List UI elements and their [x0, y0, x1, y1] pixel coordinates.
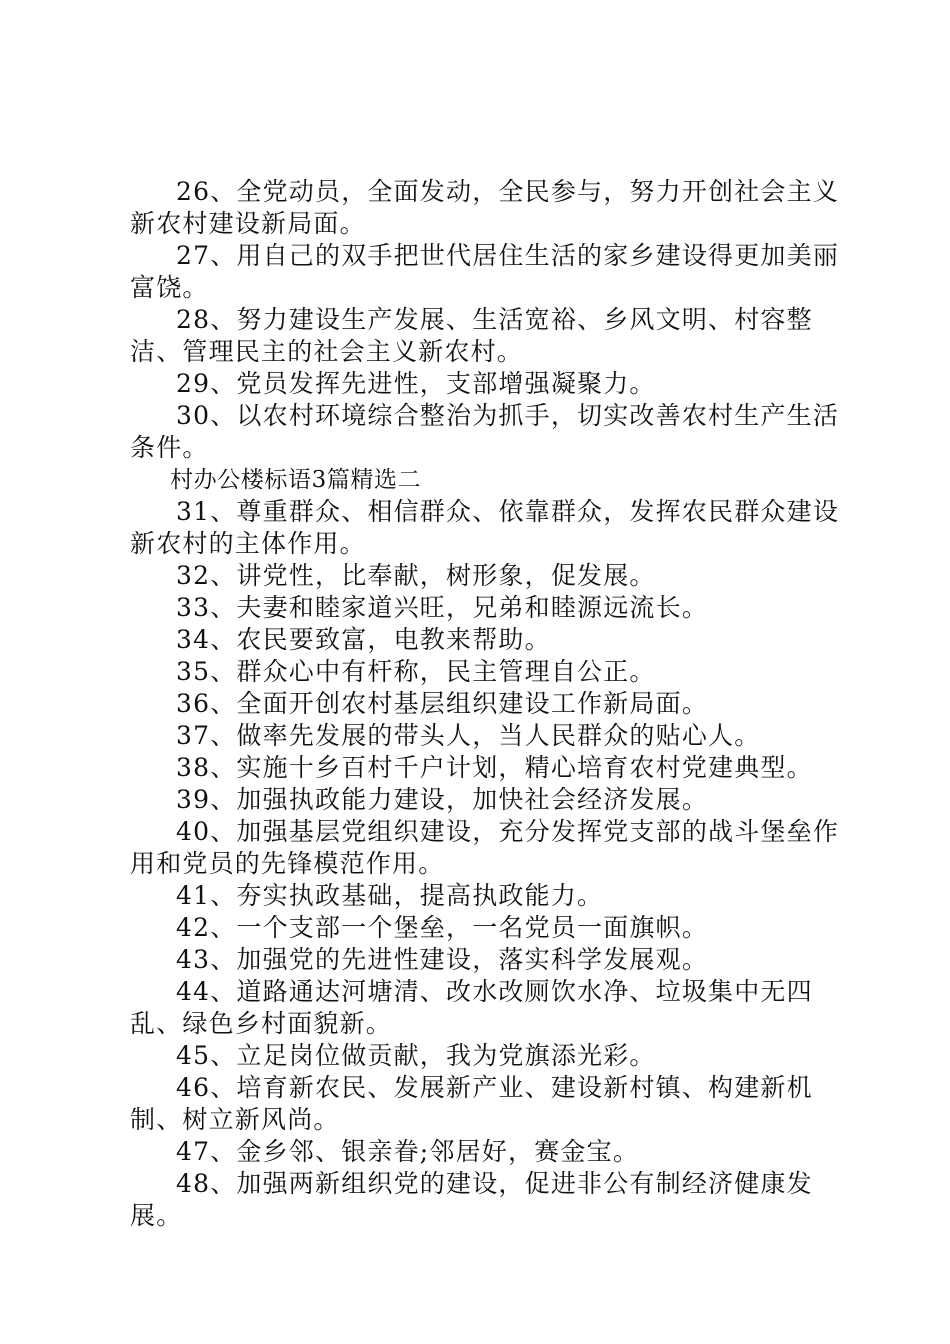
- slogan-item-34: 34、农民要致富，电教来帮助。: [176, 625, 551, 654]
- slogan-item-46: 46、培育新农民、发展新产业、建设新村镇、构建新机制、树立新风尚。: [130, 1073, 813, 1134]
- slogan-item-47: 47、金乡邻、银亲眷;邻居好，赛金宝。: [176, 1137, 640, 1166]
- slogan-item-42: 42、一个支部一个堡垒，一名党员一面旗帜。: [176, 913, 709, 942]
- document-body: [130, 176, 850, 1232]
- slogan-item-29: 29、党员发挥先进性，支部增强凝聚力。: [176, 369, 656, 398]
- slogan-item-38: 38、实施十乡百村千户计划，精心培育农村党建典型。: [176, 753, 813, 782]
- slogan-item-30: 30、以农村环境综合整治为抓手，切实改善农村生产生活条件。: [130, 401, 840, 462]
- slogan-item-37: 37、做率先发展的带头人，当人民群众的贴心人。: [176, 721, 761, 750]
- slogan-item-28: 28、努力建设生产发展、生活宽裕、乡风文明、村容整洁、管理民主的社会主义新农村。: [130, 305, 813, 366]
- slogan-item-45: 45、立足岗位做贡献，我为党旗添光彩。: [176, 1041, 656, 1070]
- slogan-item-32: 32、讲党性，比奉献，树形象，促发展。: [176, 561, 656, 590]
- slogan-item-39: 39、加强执政能力建设，加快社会经济发展。: [176, 785, 709, 814]
- section-heading: 村办公楼标语3篇精选二: [170, 467, 422, 493]
- slogan-item-44: 44、道路通达河塘清、改水改厕饮水净、垃圾集中无四乱、绿色乡村面貌新。: [130, 977, 813, 1038]
- slogan-item-35: 35、群众心中有杆称，民主管理自公正。: [176, 657, 656, 686]
- slogan-item-31: 31、尊重群众、相信群众、依靠群众，发挥农民群众建设新农村的主体作用。: [130, 497, 840, 558]
- slogan-item-36: 36、全面开创农村基层组织建设工作新局面。: [176, 689, 709, 718]
- slogan-item-41: 41、夯实执政基础，提高执政能力。: [176, 881, 604, 910]
- slogan-item-27: 27、用自己的双手把世代居住生活的家乡建设得更加美丽富饶。: [130, 241, 840, 302]
- slogan-item-48: 48、加强两新组织党的建设，促进非公有制经济健康发展。: [130, 1169, 813, 1230]
- slogan-item-43: 43、加强党的先进性建设，落实科学发展观。: [176, 945, 709, 974]
- slogan-item-33: 33、夫妻和睦家道兴旺，兄弟和睦源远流长。: [176, 593, 709, 622]
- slogan-item-26: 26、全党动员，全面发动，全民参与，努力开创社会主义新农村建设新局面。: [130, 177, 840, 238]
- slogan-item-40: 40、加强基层党组织建设，充分发挥党支部的战斗堡垒作用和党员的先锋模范作用。: [130, 817, 840, 878]
